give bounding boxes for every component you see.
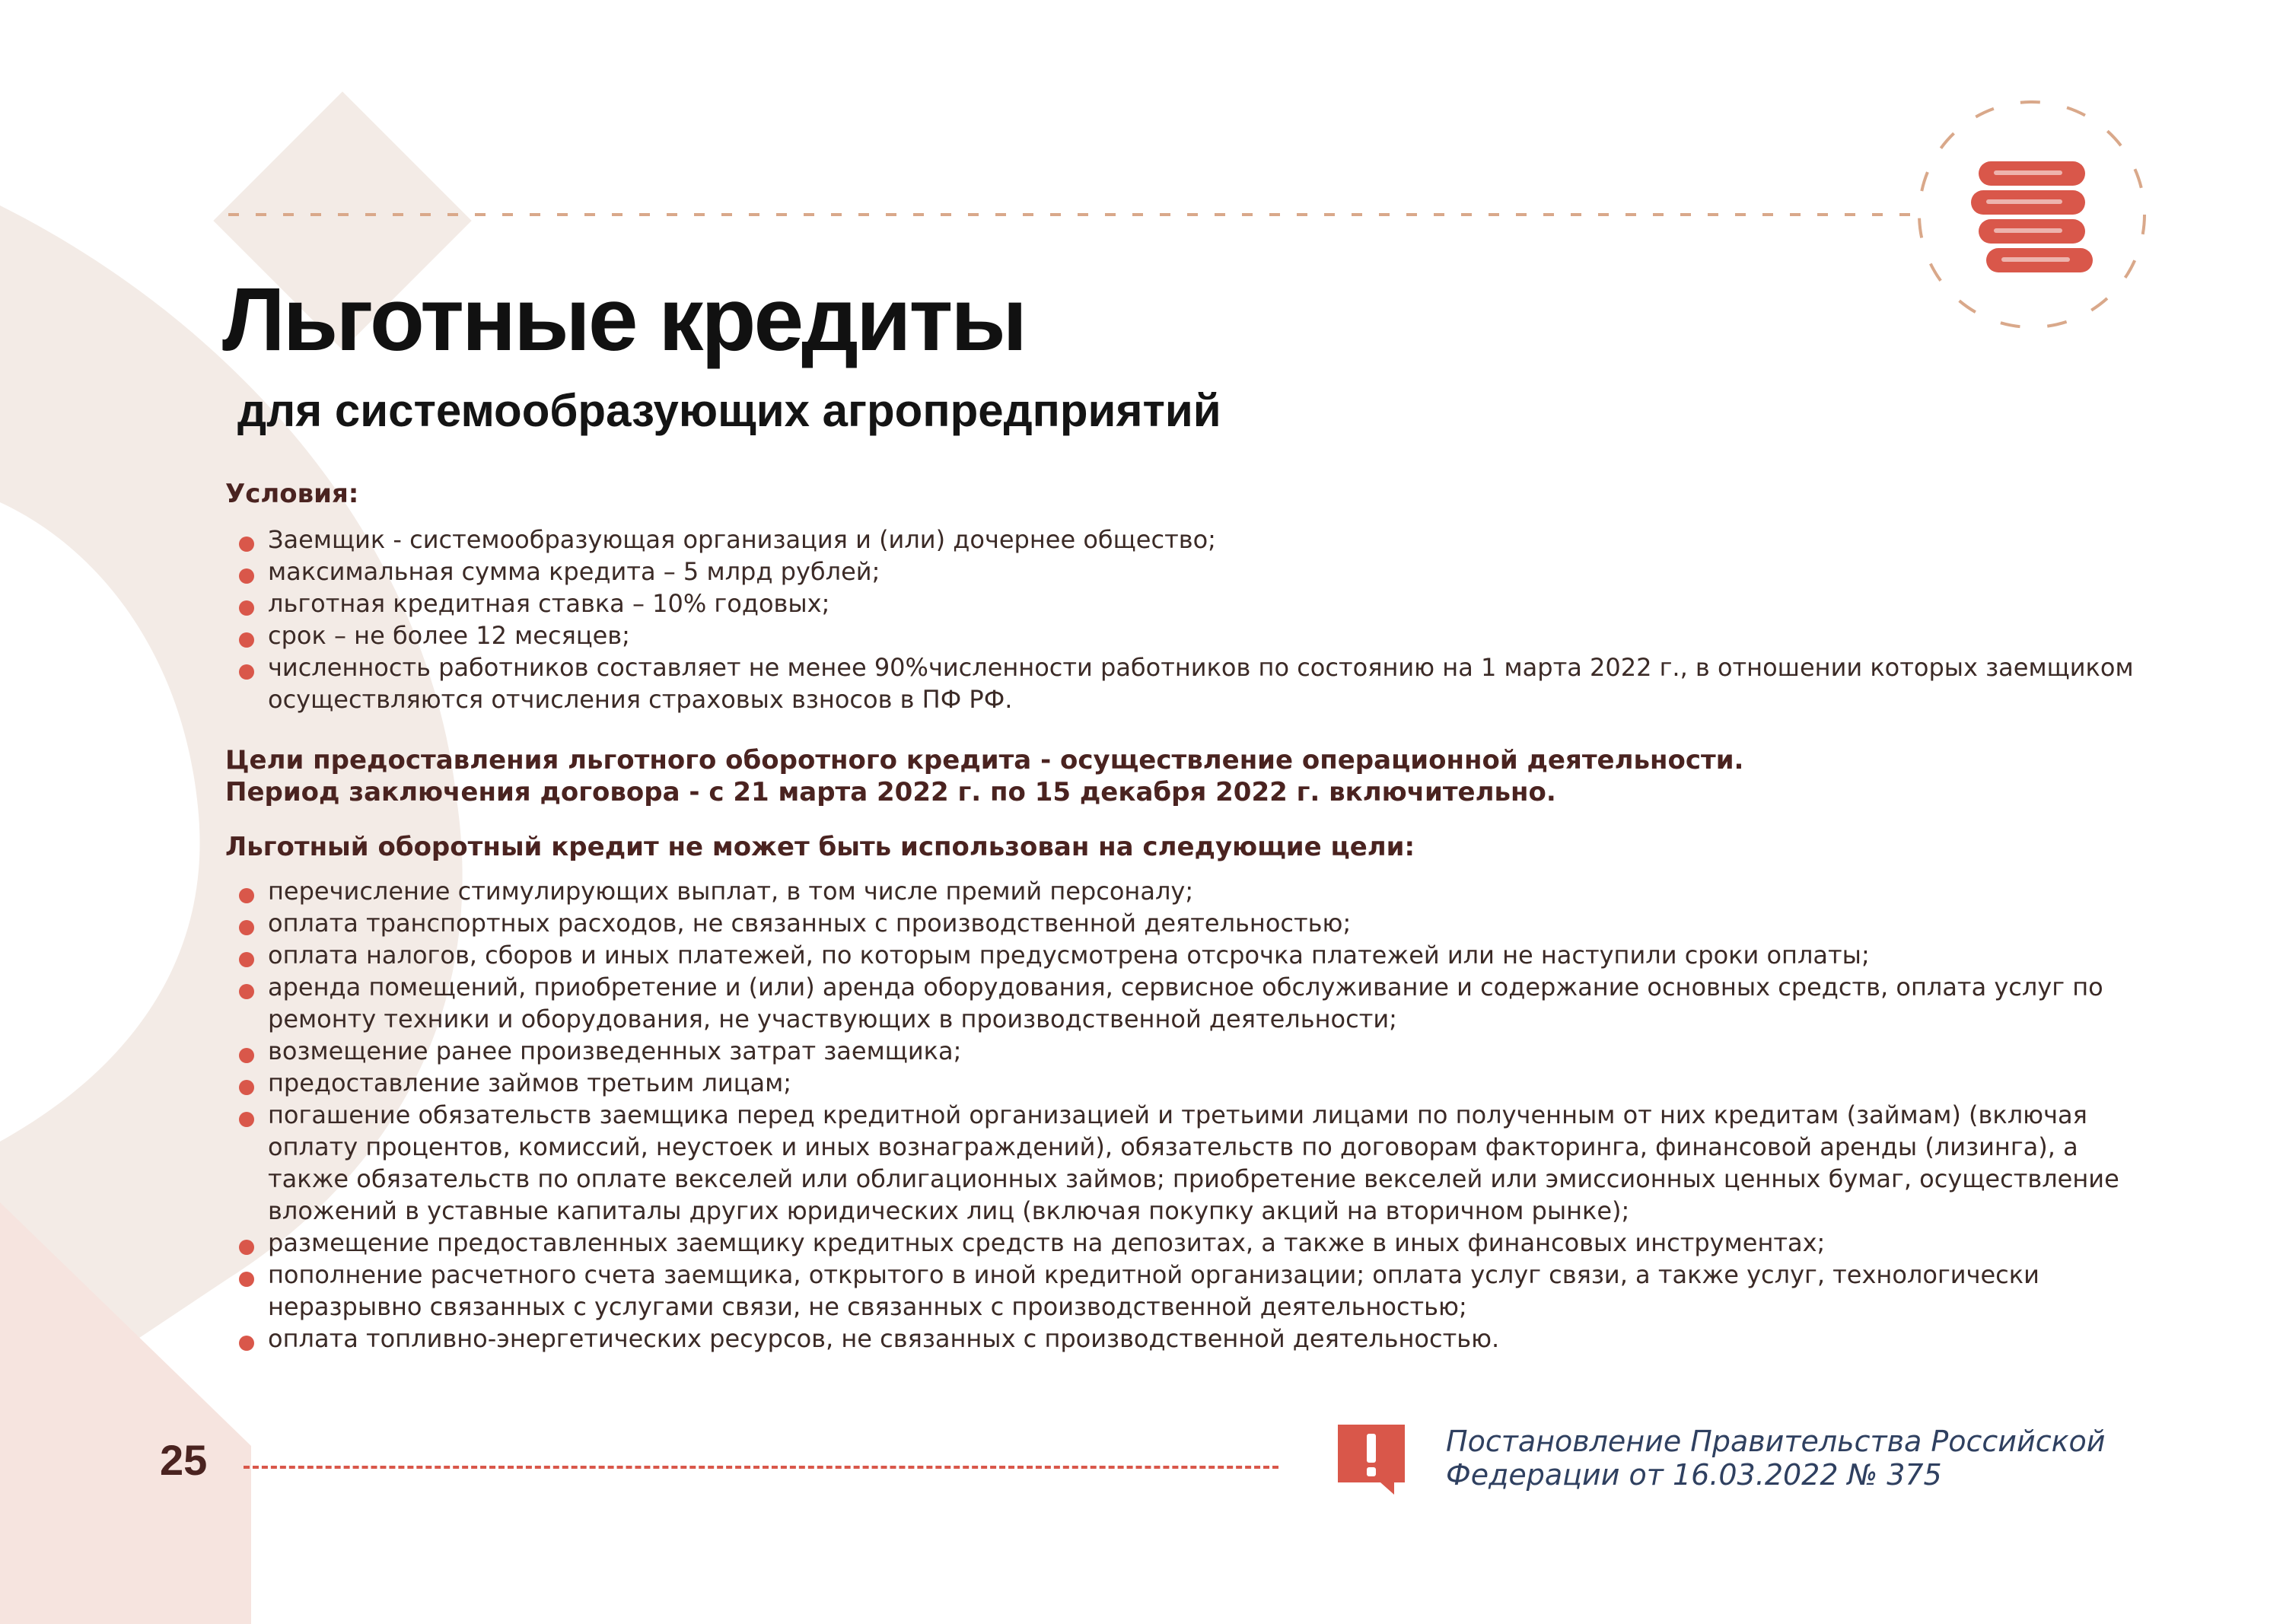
page-number: 25	[160, 1436, 208, 1484]
list-item: предоставление займов третьим лицам;	[237, 1067, 2155, 1099]
list-item: размещение предоставленных заемщику кредитных средств на депозитах, а также в иных финансовых инструментах;	[237, 1227, 2155, 1259]
list-item: оплата транспортных расходов, не связанных с производственной деятельностью;	[237, 907, 2155, 939]
list-item: аренда помещений, приобретение и (или) аренда оборудования, сервисное обслуживание и содержание основных средств, оплата услуг по ремонту техники и оборудования, не участвующих в производственной деятельности;	[237, 971, 2155, 1035]
restrictions-heading: Льготный оборотный кредит не может быть использован на следующие цели:	[225, 832, 1415, 862]
list-item: пополнение расчетного счета заемщика, открытого в иной кредитной организации; оплата услуг связи, а также услуг, технологически неразрывно связанных с услугами связи, не связанных с производственной деятельностью;	[237, 1259, 2155, 1323]
list-item: численность работников составляет не менее 90%численности работников по состоянию на 1 марта 2022 г., в отношении которых заемщиком осуществляются отчисления страховых взносов в ПФ РФ.	[237, 651, 2170, 715]
goals-line: Цели предоставления льготного оборотного кредита - осуществление операционной деятельности.	[225, 745, 1744, 775]
page-subtitle: для системообразующих агропредприятий	[237, 385, 1221, 436]
list-item: срок – не более 12 месяцев;	[237, 619, 2170, 651]
conditions-list	[237, 524, 2170, 715]
list-item: оплата топливно-энергетических ресурсов, не связанных с производственной деятельностью.	[237, 1323, 2155, 1355]
list-item: льготная кредитная ставка – 10% годовых;	[237, 588, 2170, 619]
list-item: погашение обязательств заемщика перед кредитной организацией и третьими лицами по полученным от них кредитам (займам) (включая оплату процентов, комиссий, неустоек и иных вознаграждений), обязательств по договорам факторинга, финансовой аренды (лизинга), а также обязательств по оплате векселей или облигационных займов; приобретение векселей или эмиссионных ценных бумаг, осуществление вложений в уставные капиталы других юридических лиц (включая покупку акций на вторичном рынке);	[237, 1099, 2155, 1227]
conditions-heading: Условия:	[225, 479, 359, 509]
period-line: Период заключения договора - с 21 марта 2022 г. по 15 декабря 2022 г. включительно.	[225, 777, 1556, 807]
exclamation-speech-bubble-icon	[1333, 1420, 1409, 1496]
list-item: перечисление стимулирующих выплат, в том числе премий персоналу;	[237, 875, 2155, 907]
list-item: возмещение ранее произведенных затрат заемщика;	[237, 1035, 2155, 1067]
footer-dash-line	[244, 1466, 1278, 1469]
restrictions-list	[237, 875, 2155, 1355]
list-item: максимальная сумма кредита – 5 млрд рублей;	[237, 556, 2170, 588]
source-reference: Постановление Правительства Российской Федерации от 16.03.2022 № 375	[1446, 1425, 2106, 1492]
list-item: Заемщик - системообразующая организация и (или) дочернее общество;	[237, 524, 2170, 556]
page-title: Льготные кредиты	[222, 269, 1026, 370]
coins-stack-icon	[1918, 91, 2146, 320]
list-item: оплата налогов, сборов и иных платежей, по которым предусмотрена отсрочка платежей или не наступили сроки оплаты;	[237, 939, 2155, 971]
